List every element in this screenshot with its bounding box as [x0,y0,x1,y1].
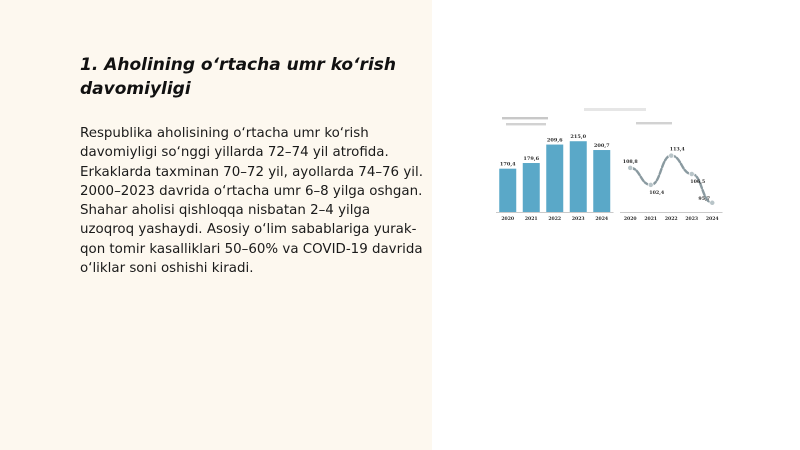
line-chart [620,147,723,222]
bar-2024 [593,150,610,212]
bar-2021 [523,163,540,212]
line-x-tick-label: 2022 [664,217,678,222]
bar-2020 [499,169,516,212]
heading-underline [584,108,646,111]
slide-title: 1. Aholining o‘rtacha umr ko‘rish davomiyligi [80,55,396,99]
bar-x-tick-label: 2020 [501,217,515,222]
line-point-2022 [669,153,674,158]
bar-x-tick-label: 2022 [548,217,562,222]
bar-value-label: 170,4 [499,161,516,168]
line-value-label: 95,7 [698,195,711,202]
statistics-figure [492,98,724,232]
bar-2023 [570,141,587,212]
bar-x-tick-label: 2024 [595,217,609,222]
line-x-tick-label: 2024 [705,217,719,222]
line-value-label: 102,4 [649,189,665,196]
bar-chart [496,134,614,222]
line-point-2021 [648,182,653,187]
bar-x-tick-label: 2023 [571,217,585,222]
bar-value-label: 209,6 [546,137,563,144]
bar-x-tick-label: 2021 [524,217,538,222]
line-point-2020 [628,165,633,170]
line-x-tick-label: 2020 [623,217,637,222]
line-x-tick-label: 2023 [685,217,699,222]
bar-2022 [546,145,563,212]
line-point-2024 [710,200,715,205]
line-value-label: 108,8 [622,158,638,165]
bar-value-label: 200,7 [593,143,610,150]
blurred-subtitle-line [636,122,672,124]
line-x-tick-label: 2021 [644,217,658,222]
line-value-label: 106,5 [690,179,706,185]
blurred-subtitle-line [506,123,546,125]
line-chart-subtitle-blur [636,122,672,124]
slide-body-text: Respublika aholisining o‘rtacha umr ko‘rish davomiyligi so‘nggi yillarda 72–74 yil atrofida. Erkaklarda taxminan 70–72 yil, ayollarda 74–76 yil. 2000–2023 davrida o‘rtacha umr 6–8 yilga oshgan. Shahar aholisi qishloqqa nisbatan 2–4 yilga uzoqroq yashaydi. Asosiy o‘lim sabablariga yurak-qon tomir kasalliklari 50–60% va COVID-19 davrida o‘liklar soni oshishi kiradi. [80,126,423,277]
bar-chart-subtitle-blur [502,117,548,125]
line-value-label: 113,4 [669,146,685,153]
bar-value-label: 179,6 [523,156,540,163]
line-point-2023 [689,171,694,176]
blurred-subtitle-line [502,117,548,119]
figure-header [492,98,724,111]
bar-value-label: 215,0 [570,134,587,141]
